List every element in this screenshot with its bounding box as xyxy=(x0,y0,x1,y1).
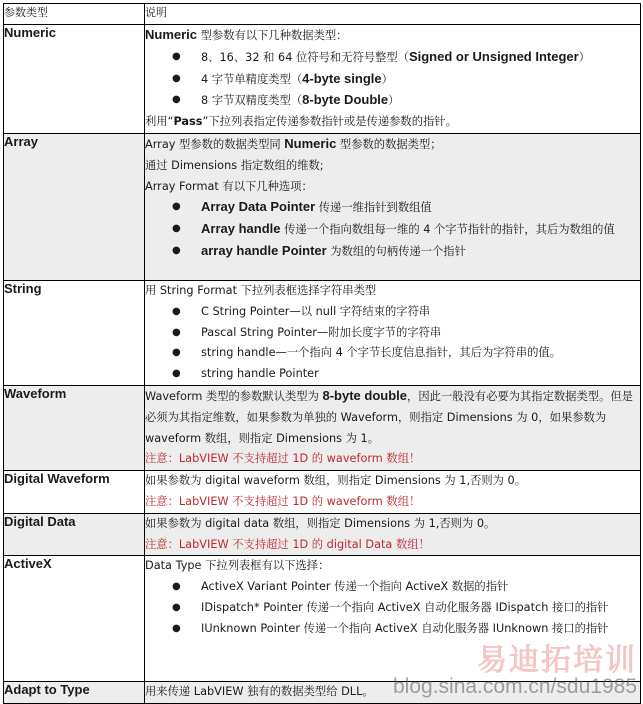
table-header-row xyxy=(4,4,641,25)
type-name: Waveform xyxy=(4,385,145,470)
watermark-site-name: 易迪拓培训 xyxy=(477,643,637,678)
type-name: Adapt to Type xyxy=(4,682,145,704)
parameter-type-table xyxy=(3,3,641,704)
type-description: 用来传递 LabVIEW 独有的数据类型给 DLL。 xyxy=(145,682,641,704)
type-name: Numeric xyxy=(4,25,145,134)
type-name: String xyxy=(4,280,145,385)
table-row-waveform xyxy=(4,385,641,470)
table-row-numeric xyxy=(4,25,641,134)
type-description: 如果参数为 digital waveform 数组，则指定 Dimensions 为 1,否则为 0。 注意：LabVIEW 不支持超过 1D 的 waveform 数组！ xyxy=(145,471,641,514)
type-description: Data Type 下拉列表框有以下选择： ● ActiveX Variant Pointer 传递一个指向 ActiveX 数据的指针 ● IDispatch* Pointer 传递一个指向 ActiveX 自动化服务器 IDispatch 接口的指针 ● IUnknown Pointer 传递一个指向 ActiveX 自动化服务器 IUnknown 接口的指针 xyxy=(145,556,641,682)
watermark-url: blog.sina.com.cn/sdu1985 xyxy=(393,675,637,698)
table-row-activex xyxy=(4,556,641,682)
type-description: Numeric 型参数有以下几种数据类型： ● 8、16、32 和 64 位符号和无符号整型（Signed or Unsigned Integer） ● 4 字节单精度类型（4-byte single） ● 8 字节双精度类型（8-byte Double） 利用“Pass”下拉列表指定传递参数指针或是传递参数的指针。 xyxy=(145,25,641,134)
type-description: Waveform 类型的参数默认类型为 8-byte double，因此一般没有必要为其指定数据类型。但是必须为其指定维数，如果参数为单独的 Waveform，则指定 Dimensions 为 0，如果参数为 waveform 数组，则指定 Dimensions 为 1。 注意：LabVIEW 不支持超过 1D 的 waveform 数组！ xyxy=(145,385,641,470)
table-row-string xyxy=(4,280,641,385)
type-description: 如果参数为 digital data 数组，则指定 Dimensions 为 1,否则为 0。 注意：LabVIEW 不支持超过 1D 的 digital Data 数组！ xyxy=(145,513,641,556)
type-description: Array 型参数的数据类型同 Numeric 型参数的数据类型； 通过 Dimensions 指定数组的维数; Array Format 有以下几种选项： ● Array Data Pointer 传递一维指针到数组值 ● Array handle 传递一个指向数组每一维的 4 个字节指针的指针，其后为数组的值 ● array handle Pointer 为数组的句柄传递一个指针 xyxy=(145,133,641,280)
type-name: Digital Waveform xyxy=(4,471,145,514)
type-description: 用 String Format 下拉列表框选择字符串类型 ● C String Pointer—以 null 字符结束的字符串 ● Pascal String Pointer—附加长度字节的字符串 ● string handle—一个指向 4 个字节长度信息指针，其后为字符串的值。 ● string handle Pointer xyxy=(145,280,641,385)
type-name: Digital Data xyxy=(4,513,145,556)
table-row-adapt-to-type xyxy=(4,682,641,704)
table-row-digital-waveform xyxy=(4,471,641,514)
type-name: Array xyxy=(4,133,145,280)
header-param-type: 参数类型 xyxy=(4,4,145,25)
table-row-digital-data xyxy=(4,513,641,556)
header-description: 说明 xyxy=(145,4,641,25)
type-name: ActiveX xyxy=(4,556,145,682)
table-row-array xyxy=(4,133,641,280)
